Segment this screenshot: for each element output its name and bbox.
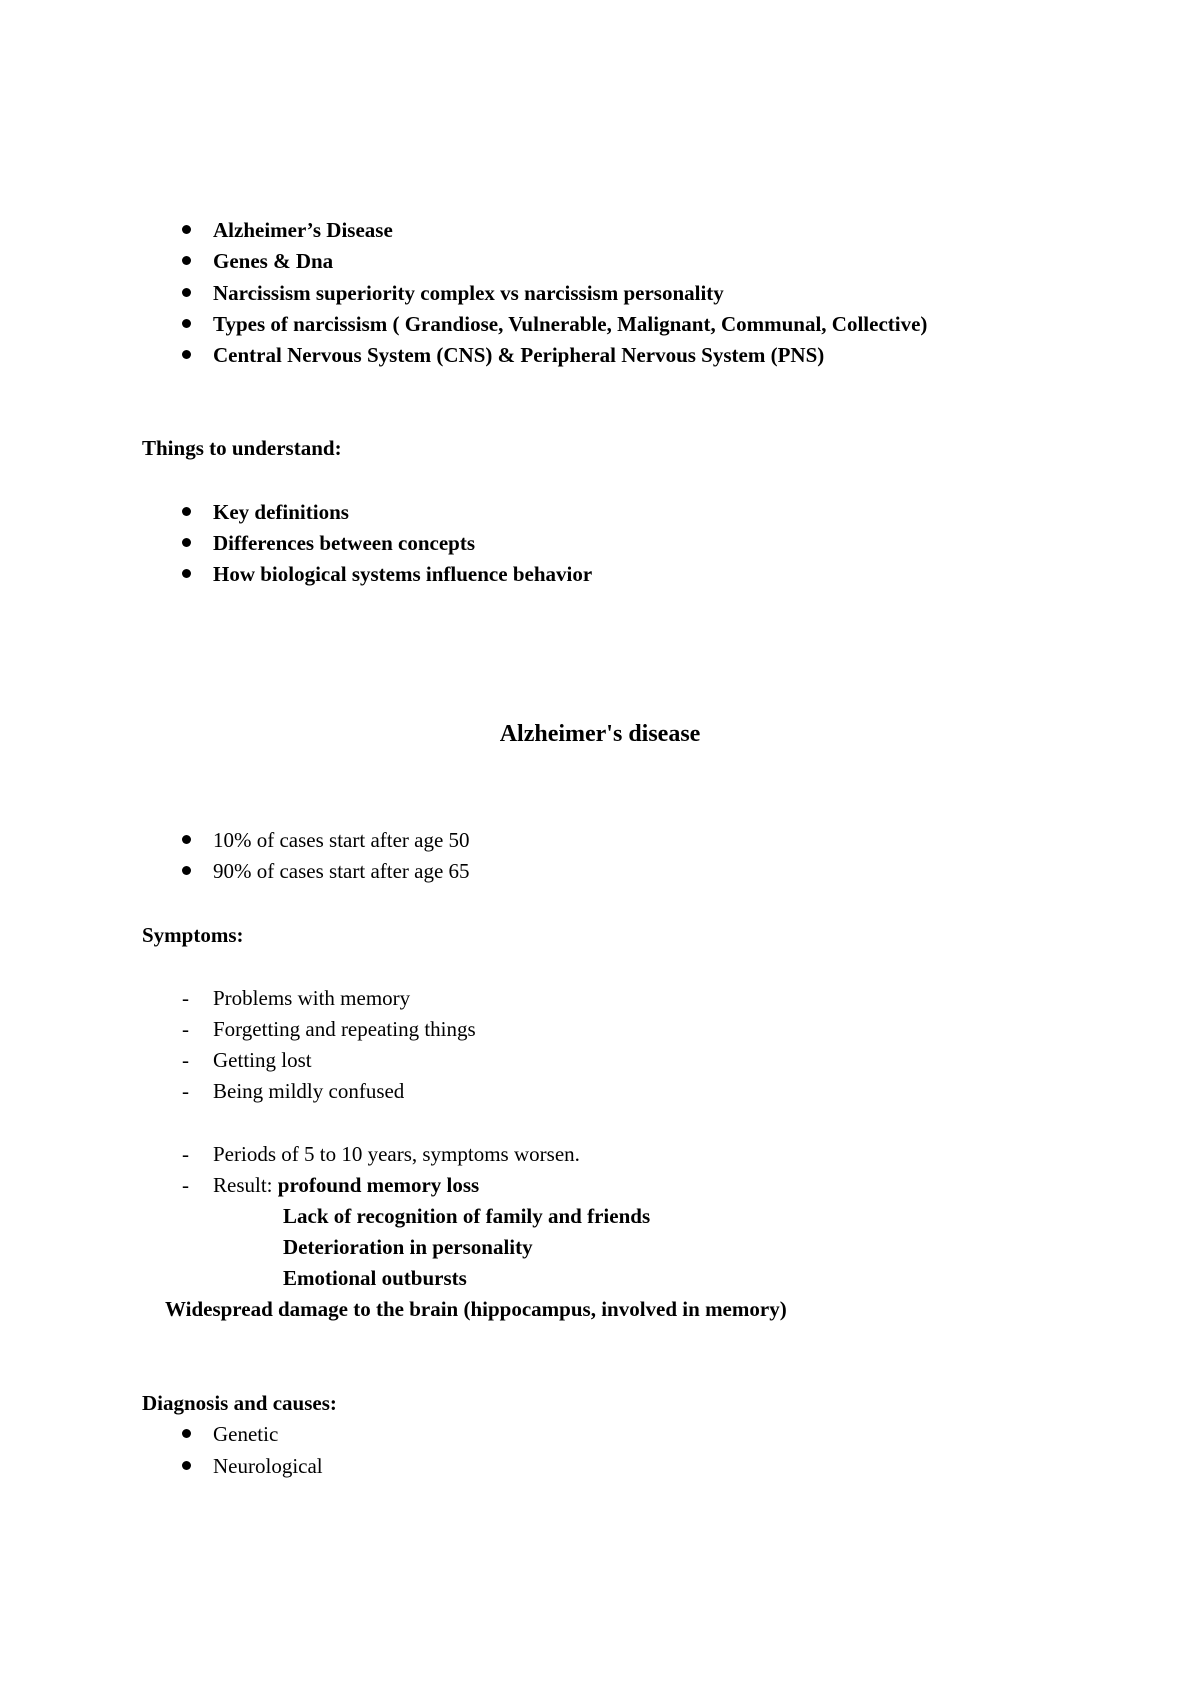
bullet-icon (182, 256, 191, 265)
dash-marker: - (182, 1173, 189, 1197)
result-item: profound memory loss (277, 1173, 480, 1197)
bullet-icon (182, 225, 191, 234)
bullet-icon (182, 1461, 191, 1470)
result-item: Lack of recognition of family and friends (283, 1204, 651, 1228)
bullet-icon (182, 507, 191, 516)
bullet-icon (182, 538, 191, 547)
section-heading-understand: Things to understand: (142, 436, 342, 460)
dash-marker: - (182, 1142, 189, 1166)
damage-text: Widespread damage to the brain (hippocampus, involved in memory) (165, 1297, 787, 1321)
diagnosis-item: Genetic (213, 1422, 279, 1446)
topic-item: Narcissism superiority complex vs narcissism personality (213, 281, 724, 305)
dash-marker: - (182, 986, 189, 1010)
result-label: Result: (213, 1173, 278, 1197)
bullet-icon (182, 288, 191, 297)
bullet-icon (182, 350, 191, 359)
topic-item: Central Nervous System (CNS) & Peripheral Nervous System (PNS) (213, 343, 825, 367)
symptom-item: Being mildly confused (213, 1079, 405, 1103)
bullet-icon (182, 1429, 191, 1438)
result-item: Deterioration in personality (283, 1235, 533, 1259)
diagnosis-item: Neurological (213, 1454, 323, 1478)
dash-marker: - (182, 1079, 189, 1103)
dash-marker: - (182, 1048, 189, 1072)
understand-item: How biological systems influence behavior (213, 562, 593, 586)
result-item: Emotional outbursts (283, 1266, 467, 1290)
symptom-item: Getting lost (213, 1048, 312, 1072)
section-heading-diagnosis: Diagnosis and causes: (142, 1391, 337, 1415)
dash-marker: - (182, 1017, 189, 1041)
section-heading-symptoms: Symptoms: (142, 923, 244, 947)
topic-item: Alzheimer’s Disease (213, 218, 393, 242)
bullet-icon (182, 569, 191, 578)
understand-item: Key definitions (213, 500, 349, 524)
topic-item: Types of narcissism ( Grandiose, Vulnerable, Malignant, Communal, Collective) (213, 312, 928, 336)
bullet-icon (182, 835, 191, 844)
bullet-icon (182, 319, 191, 328)
symptom-item: Forgetting and repeating things (213, 1017, 476, 1041)
symptom-item: Problems with memory (213, 986, 411, 1010)
stat-item: 90% of cases start after age 65 (213, 859, 470, 883)
bullet-icon (182, 866, 191, 875)
section-title-alzheimers: Alzheimer's disease (499, 721, 701, 747)
result-line (213, 1175, 479, 1196)
stat-item: 10% of cases start after age 50 (213, 828, 470, 852)
topic-item: Genes & Dna (213, 249, 334, 273)
periods-text: Periods of 5 to 10 years, symptoms worsen. (213, 1142, 580, 1166)
understand-item: Differences between concepts (213, 531, 476, 555)
